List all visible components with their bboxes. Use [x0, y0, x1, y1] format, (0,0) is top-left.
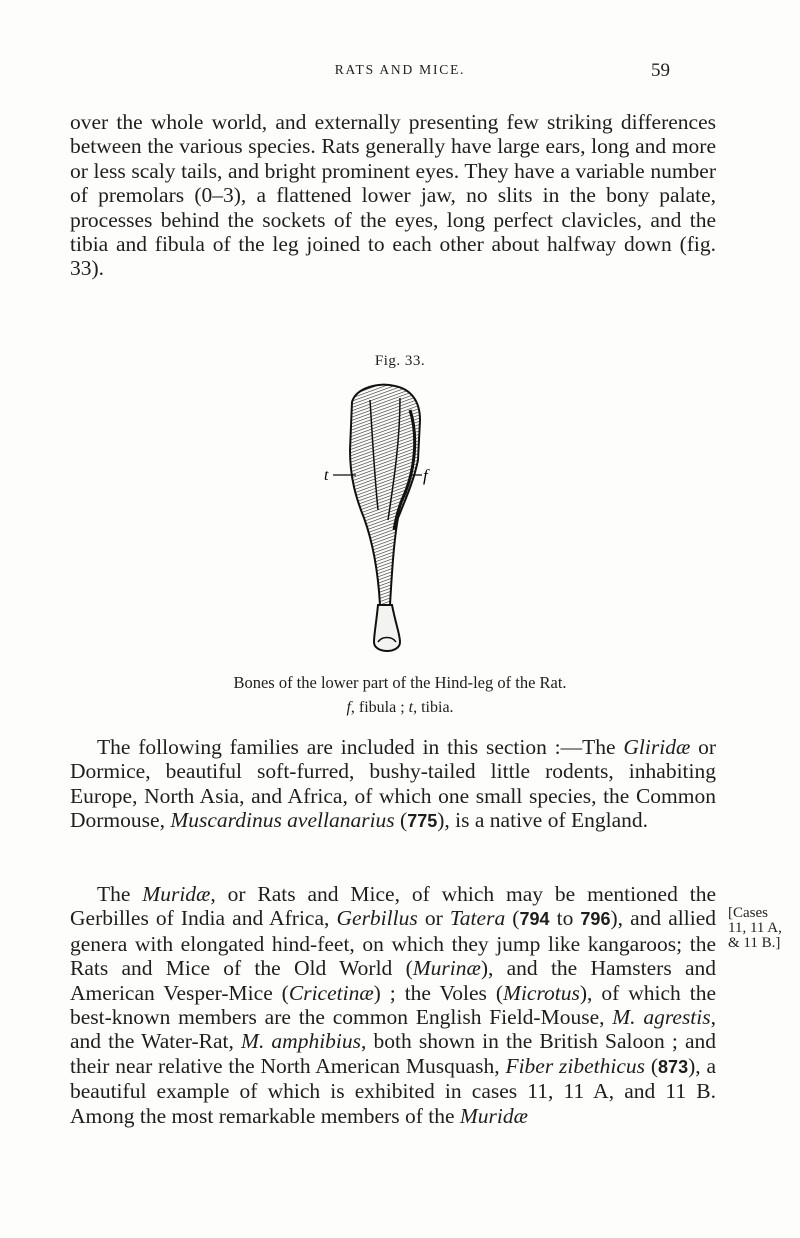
margin-note-cases [728, 906, 788, 951]
taxon-muscardinus: Muscardinus avellanarius [170, 808, 395, 833]
legend-f-text: , fibula ; [350, 699, 409, 716]
specimen-number: 873 [658, 1056, 689, 1077]
fibula-marker: f [423, 466, 428, 485]
page-number: 59 [651, 60, 670, 81]
running-head: RATS AND MICE. [334, 62, 466, 77]
tibia-fibula-illustration [260, 380, 560, 670]
margin-note-line: & 11 B.] [728, 935, 781, 951]
figure-legend [0, 699, 800, 717]
taxon-murinae: Murinæ [412, 956, 481, 981]
text: ) ; the Voles ( [373, 980, 504, 1005]
figure-hind-leg-bones [260, 380, 560, 670]
text: ), and the Hamsters and American Vesper-Mice ( [70, 956, 716, 1005]
text: , and the Water-Rat, [70, 1005, 716, 1054]
text: ( [505, 906, 520, 931]
taxon-muridae: Muridæ [142, 882, 211, 906]
specimen-number: 775 [407, 811, 438, 832]
text: ), a beautiful example of which is exhibited in cases 11, 11 A, and 11 B. Among the most remarkable members of the [70, 1053, 717, 1128]
tibia-marker: t [324, 467, 329, 484]
figure-caption: Bones of the lower part of the Hind-leg of the Rat. [233, 673, 567, 692]
taxon-agrestis: M. agrestis [612, 1005, 711, 1030]
text: ), is a native of England. [437, 808, 649, 833]
taxon-gliridae: Gliridæ [623, 735, 691, 759]
page-header [0, 60, 800, 84]
text: , both shown in the British Saloon ; and their near relative the North American Musquash, [70, 1029, 716, 1078]
taxon-fiber: Fiber zibethicus [505, 1053, 646, 1078]
text: or Dormice, beautiful soft-furred, bushy-tailed little rodents, inhabiting Europe, North Asia, and Africa, of which one small species, the Common Dormouse, [70, 735, 716, 833]
text: , or Rats and Mice, of which may be mentioned the Gerbilles of India and Africa, [70, 882, 716, 931]
text: ( [645, 1053, 659, 1078]
taxon-muridae: Muridæ [459, 1103, 528, 1128]
text: to [549, 906, 581, 931]
paragraph-2 [70, 735, 716, 834]
paragraph-1: over the whole world, and externally presenting few striking differences between the various species. Rats generally have large ears, long and more or less scaly tails, and bright prominent eyes. They have a variable number of premolars (0–3), a flattened lower jaw, no slits in the bony palate, processes behind the sockets of the eyes, long perfect clavicles, and the tibia and fibula of the leg joined to each other about halfway down (fig. 33). [70, 110, 716, 281]
legend-t: t [408, 699, 414, 716]
text: or [417, 906, 450, 931]
paragraph-3 [70, 882, 716, 1128]
tibia-shape [350, 385, 420, 605]
specimen-number: 796 [580, 909, 611, 930]
text: The following families are included in this section :—The [97, 735, 624, 759]
text: ( [394, 808, 408, 833]
taxon-amphibius: M. amphibius [241, 1029, 362, 1054]
taxon-cricetinae: Cricetinæ [288, 980, 374, 1005]
taxon-gerbillus: Gerbillus [336, 906, 418, 931]
figure-label: Fig. 33. [374, 353, 426, 369]
text: The [97, 882, 143, 906]
margin-note-line: [Cases [728, 905, 768, 921]
legend-t-text: , tibia. [413, 699, 454, 716]
legend-f: f [346, 699, 351, 716]
specimen-number: 794 [519, 909, 550, 930]
text: ), of which the best-known members are the common English Field-Mouse, [70, 980, 716, 1030]
margin-note-line: 11, 11 A, [728, 920, 782, 936]
taxon-microtus: Microtus [503, 980, 580, 1005]
text: ), and allied genera with elongated hind-feet, on which they jump like kangaroos; the Rats and Mice of the Old World ( [70, 906, 716, 981]
taxon-tatera: Tatera [449, 906, 506, 931]
